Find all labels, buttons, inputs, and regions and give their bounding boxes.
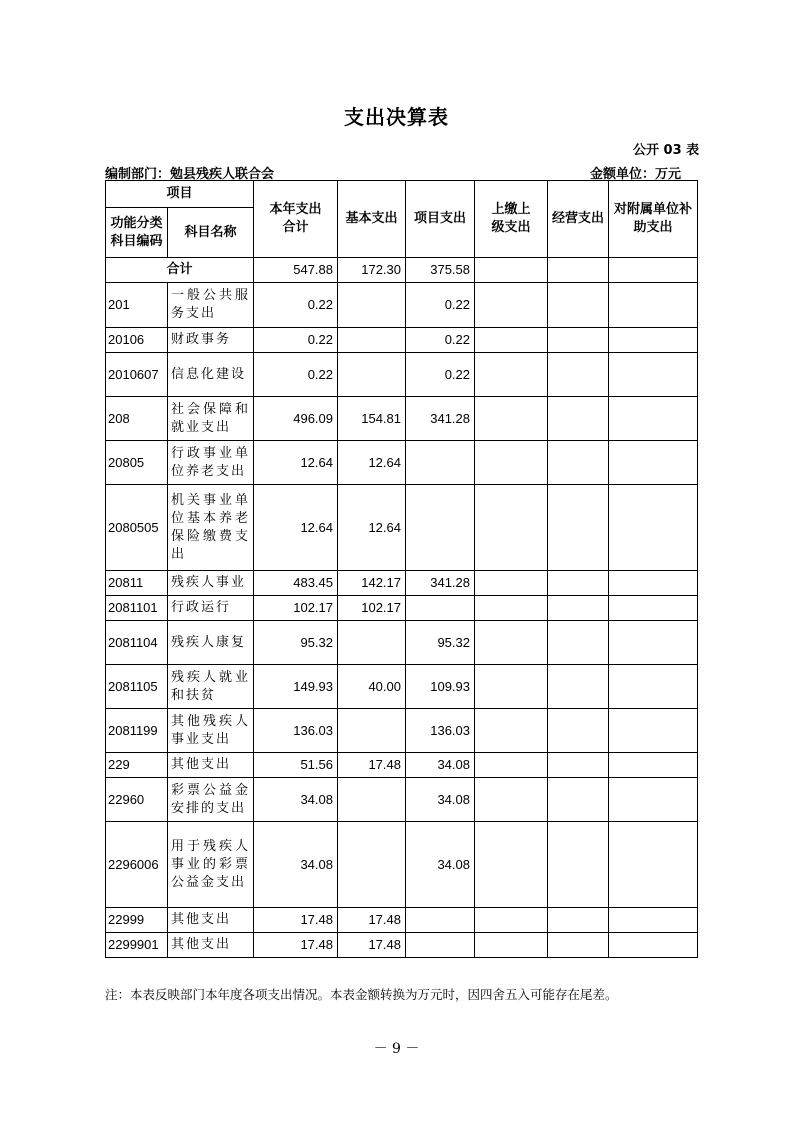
func-code-cell: 2081104 [106,621,168,665]
total-cell: 34.08 [254,778,338,822]
func-code-cell: 20805 [106,441,168,485]
header-upper: 上缴上级支出 [475,181,548,258]
subject-name-cell: 信息化建设 [168,353,254,397]
subsidy-cell [609,353,698,397]
table-row [106,621,698,665]
basic-cell: 12.64 [338,441,406,485]
basic-cell [338,283,406,328]
project-cell: 34.08 [406,822,475,908]
department-label: 编制部门：勉县残疾人联合会 [105,167,275,182]
subsidy-cell [609,328,698,353]
subject-name-cell: 一般公共服务支出 [168,283,254,328]
subsidy-cell [609,283,698,328]
header-subsidy: 对附属单位补助支出 [609,181,698,258]
table-row [106,933,698,958]
basic-cell: 154.81 [338,397,406,441]
header-business: 经营支出 [548,181,609,258]
subject-name-cell: 行政事业单位养老支出 [168,441,254,485]
func-code-cell: 208 [106,397,168,441]
upper-cell [475,258,548,283]
table-row [106,822,698,908]
func-code-cell: 2080505 [106,485,168,571]
project-cell: 34.08 [406,753,475,778]
table-row [106,283,698,328]
project-cell [406,441,475,485]
upper-cell [475,397,548,441]
total-cell: 17.48 [254,908,338,933]
table-row [106,596,698,621]
table-row [106,328,698,353]
project-cell: 136.03 [406,709,475,753]
func-code-cell: 201 [106,283,168,328]
business-cell [548,933,609,958]
subsidy-cell [609,933,698,958]
subsidy-cell [609,908,698,933]
basic-cell: 17.48 [338,933,406,958]
upper-cell [475,778,548,822]
total-cell: 483.45 [254,571,338,596]
subject-name-cell: 用于残疾人事业的彩票公益金支出 [168,822,254,908]
business-cell [548,753,609,778]
subject-name-cell: 行政运行 [168,596,254,621]
subject-name-cell: 财政事务 [168,328,254,353]
header-subject-name: 科目名称 [168,208,254,258]
business-cell [548,822,609,908]
business-cell [548,353,609,397]
subsidy-cell [609,441,698,485]
business-cell [548,258,609,283]
upper-cell [475,485,548,571]
basic-cell: 142.17 [338,571,406,596]
upper-cell [475,596,548,621]
func-code-cell: 22999 [106,908,168,933]
business-cell [548,778,609,822]
business-cell [548,485,609,571]
basic-cell [338,778,406,822]
page-number: － 9 － [373,1041,420,1057]
subject-name-cell: 其他支出 [168,753,254,778]
subsidy-cell [609,571,698,596]
upper-cell [475,283,548,328]
subsidy-cell [609,665,698,709]
project-cell: 341.28 [406,397,475,441]
business-cell [548,709,609,753]
business-cell [548,441,609,485]
func-code-cell: 2081101 [106,596,168,621]
func-code-cell: 20106 [106,328,168,353]
basic-cell: 102.17 [338,596,406,621]
subject-name-cell: 彩票公益金安排的支出 [168,778,254,822]
subsidy-cell [609,709,698,753]
basic-cell [338,353,406,397]
project-cell: 0.22 [406,353,475,397]
subsidy-cell [609,596,698,621]
table-row [106,485,698,571]
table-row [106,753,698,778]
business-cell [548,665,609,709]
business-cell [548,397,609,441]
subject-name-cell: 其他支出 [168,908,254,933]
business-cell [548,596,609,621]
form-code: 公开 03 表 [633,143,700,158]
upper-cell [475,621,548,665]
project-cell: 341.28 [406,571,475,596]
total-cell: 51.56 [254,753,338,778]
business-cell [548,283,609,328]
basic-cell [338,328,406,353]
func-code-cell: 2081105 [106,665,168,709]
total-cell: 496.09 [254,397,338,441]
upper-cell [475,353,548,397]
func-code-cell: 2296006 [106,822,168,908]
subsidy-cell [609,397,698,441]
subject-name-cell: 残疾人就业和扶贫 [168,665,254,709]
total-cell: 0.22 [254,283,338,328]
total-cell: 0.22 [254,353,338,397]
upper-cell [475,328,548,353]
header-func-code: 功能分类科目编码 [106,208,168,258]
subject-name-cell: 其他支出 [168,933,254,958]
project-cell: 34.08 [406,778,475,822]
basic-cell: 40.00 [338,665,406,709]
total-cell: 12.64 [254,441,338,485]
header-total: 本年支出合计 [254,181,338,258]
upper-cell [475,665,548,709]
basic-cell: 17.48 [338,908,406,933]
subsidy-cell [609,753,698,778]
subsidy-cell [609,258,698,283]
subject-name-cell: 残疾人事业 [168,571,254,596]
upper-cell [475,709,548,753]
total-cell: 0.22 [254,328,338,353]
table-row [106,665,698,709]
subsidy-cell [609,621,698,665]
subsidy-cell [609,778,698,822]
subject-name-cell: 其他残疾人事业支出 [168,709,254,753]
business-cell [548,621,609,665]
func-code-cell: 2299901 [106,933,168,958]
expenditure-table [105,180,698,958]
footnote: 注：本表反映部门本年度各项支出情况。本表金额转换为万元时，因四舍五入可能存在尾差。 [105,987,618,1002]
func-code-cell: 2010607 [106,353,168,397]
total-cell: 547.88 [254,258,338,283]
total-row [106,258,698,283]
table-row [106,353,698,397]
func-code-cell: 22960 [106,778,168,822]
upper-cell [475,933,548,958]
project-cell [406,933,475,958]
basic-cell [338,822,406,908]
table-row [106,397,698,441]
total-cell: 102.17 [254,596,338,621]
upper-cell [475,908,548,933]
project-cell: 109.93 [406,665,475,709]
func-code-cell: 229 [106,753,168,778]
project-cell: 95.32 [406,621,475,665]
project-cell [406,908,475,933]
upper-cell [475,571,548,596]
total-cell: 12.64 [254,485,338,571]
total-cell: 34.08 [254,822,338,908]
subject-name-cell: 机关事业单位基本养老保险缴费支出 [168,485,254,571]
header-item: 项目 [106,181,254,208]
amount-unit-label: 金额单位：万元 [590,167,682,182]
header-basic: 基本支出 [338,181,406,258]
table-row [106,908,698,933]
table-row [106,709,698,753]
basic-cell: 12.64 [338,485,406,571]
project-cell: 0.22 [406,283,475,328]
upper-cell [475,753,548,778]
func-code-cell: 2081199 [106,709,168,753]
subject-name-cell: 残疾人康复 [168,621,254,665]
total-label: 合计 [106,258,254,283]
table-row [106,441,698,485]
total-cell: 95.32 [254,621,338,665]
total-cell: 17.48 [254,933,338,958]
subsidy-cell [609,485,698,571]
basic-cell: 17.48 [338,753,406,778]
basic-cell [338,709,406,753]
project-cell [406,485,475,571]
project-cell: 0.22 [406,328,475,353]
total-cell: 149.93 [254,665,338,709]
business-cell [548,908,609,933]
subject-name-cell: 社会保障和就业支出 [168,397,254,441]
business-cell [548,328,609,353]
header-project: 项目支出 [406,181,475,258]
total-cell: 136.03 [254,709,338,753]
func-code-cell: 20811 [106,571,168,596]
table-row [106,571,698,596]
business-cell [548,571,609,596]
subsidy-cell [609,822,698,908]
project-cell: 375.58 [406,258,475,283]
upper-cell [475,822,548,908]
page-title: 支出决算表 [344,105,449,129]
table-row [106,778,698,822]
basic-cell: 172.30 [338,258,406,283]
basic-cell [338,621,406,665]
upper-cell [475,441,548,485]
project-cell [406,596,475,621]
